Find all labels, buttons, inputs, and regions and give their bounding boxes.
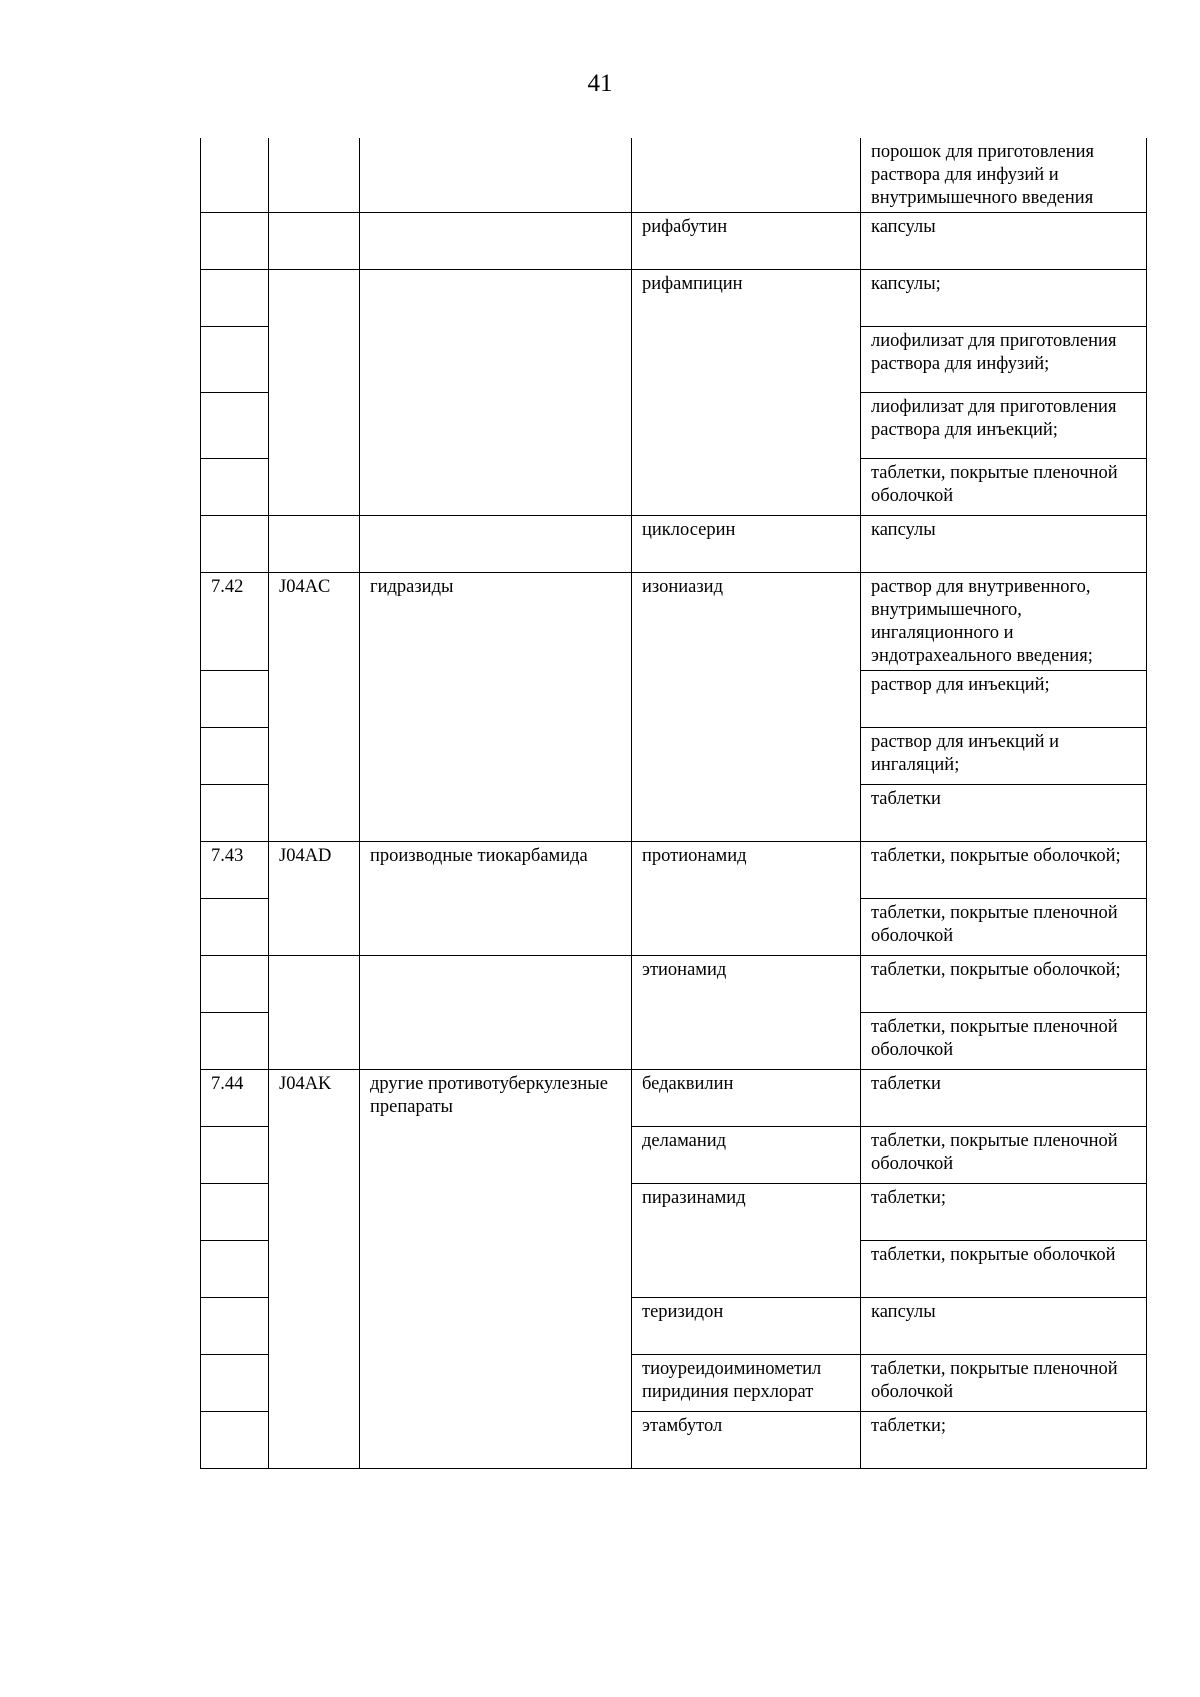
drug-name-cell: протионамид [632,842,861,956]
dosage-form-cell: раствор для инъекций и ингаляций; [861,728,1147,785]
table-row [201,1070,1147,1127]
number-cell [201,393,269,459]
dosage-form-cell: лиофилизат для приготовления раствора для инфузий; [861,327,1147,393]
table-row [201,956,1147,1013]
number-cell [201,459,269,516]
group-cell [360,138,632,213]
dosage-form-cell: таблетки, покрытые пленочной оболочкой [861,1127,1147,1184]
number-cell: 7.44 [201,1070,269,1127]
dosage-form-cell: капсулы [861,516,1147,573]
dosage-form-cell: таблетки; [861,1184,1147,1241]
table-row [201,138,1147,213]
number-cell [201,671,269,728]
number-cell [201,270,269,327]
number-cell [201,327,269,393]
drug-name-cell: изониазид [632,573,861,842]
dosage-form-cell: таблетки, покрытые пленочной оболочкой [861,459,1147,516]
dosage-form-cell: таблетки; [861,1412,1147,1469]
page-number: 41 [587,70,613,97]
drug-name-cell: пиразинамид [632,1184,861,1298]
dosage-form-cell: таблетки [861,1070,1147,1127]
dosage-form-cell: порошок для приготовления раствора для инфузий и внутримышечного введения [861,138,1147,213]
atc-code-cell [269,213,360,270]
dosage-form-cell: раствор для инъекций; [861,671,1147,728]
group-cell [360,516,632,573]
group-cell: другие противотуберкулезные препараты [360,1070,632,1469]
drug-name-cell [632,138,861,213]
number-cell [201,899,269,956]
number-cell [201,785,269,842]
drug-name-cell: рифампицин [632,270,861,516]
table-row [201,516,1147,573]
dosage-form-cell: таблетки, покрытые оболочкой; [861,842,1147,899]
group-cell: производные тиокарбамида [360,842,632,956]
number-cell [201,728,269,785]
drug-name-cell: этамбутол [632,1412,861,1469]
dosage-form-cell: таблетки, покрытые оболочкой [861,1241,1147,1298]
atc-code-cell: J04AK [269,1070,360,1469]
number-cell [201,1184,269,1241]
dosage-form-cell: таблетки, покрытые оболочкой; [861,956,1147,1013]
atc-code-cell [269,516,360,573]
atc-code-cell [269,956,360,1070]
dosage-form-cell: лиофилизат для приготовления раствора для инъекций; [861,393,1147,459]
drug-name-cell: теризидон [632,1298,861,1355]
group-cell [360,956,632,1070]
number-cell [201,1013,269,1070]
atc-code-cell: J04AC [269,573,360,842]
group-cell [360,213,632,270]
number-cell: 7.43 [201,842,269,899]
dosage-form-cell: капсулы [861,1298,1147,1355]
number-cell [201,1355,269,1412]
number-cell [201,213,269,270]
drug-list-table [200,138,1147,1469]
drug-name-cell: бедаквилин [632,1070,861,1127]
group-cell [360,270,632,516]
number-cell: 7.42 [201,573,269,671]
dosage-form-cell: таблетки [861,785,1147,842]
number-cell [201,1298,269,1355]
atc-code-cell [269,270,360,516]
dosage-form-cell: раствор для внутривенного, внутримышечного, ингаляционного и эндотрахеального введения; [861,573,1147,671]
dosage-form-cell: таблетки, покрытые пленочной оболочкой [861,899,1147,956]
dosage-form-cell: капсулы; [861,270,1147,327]
drug-name-cell: тиоуреидоиминометил пиридиния перхлорат [632,1355,861,1412]
number-cell [201,1127,269,1184]
number-cell [201,516,269,573]
group-cell: гидразиды [360,573,632,842]
number-cell [201,956,269,1013]
atc-code-cell: J04AD [269,842,360,956]
drug-name-cell: деламанид [632,1127,861,1184]
table-row [201,842,1147,899]
dosage-form-cell: таблетки, покрытые пленочной оболочкой [861,1013,1147,1070]
number-cell [201,1412,269,1469]
drug-name-cell: этионамид [632,956,861,1070]
table-row [201,270,1147,327]
table-row [201,213,1147,270]
table-row [201,573,1147,671]
number-cell [201,138,269,213]
drug-name-cell: циклосерин [632,516,861,573]
number-cell [201,1241,269,1298]
atc-code-cell [269,138,360,213]
drug-name-cell: рифабутин [632,213,861,270]
dosage-form-cell: таблетки, покрытые пленочной оболочкой [861,1355,1147,1412]
dosage-form-cell: капсулы [861,213,1147,270]
